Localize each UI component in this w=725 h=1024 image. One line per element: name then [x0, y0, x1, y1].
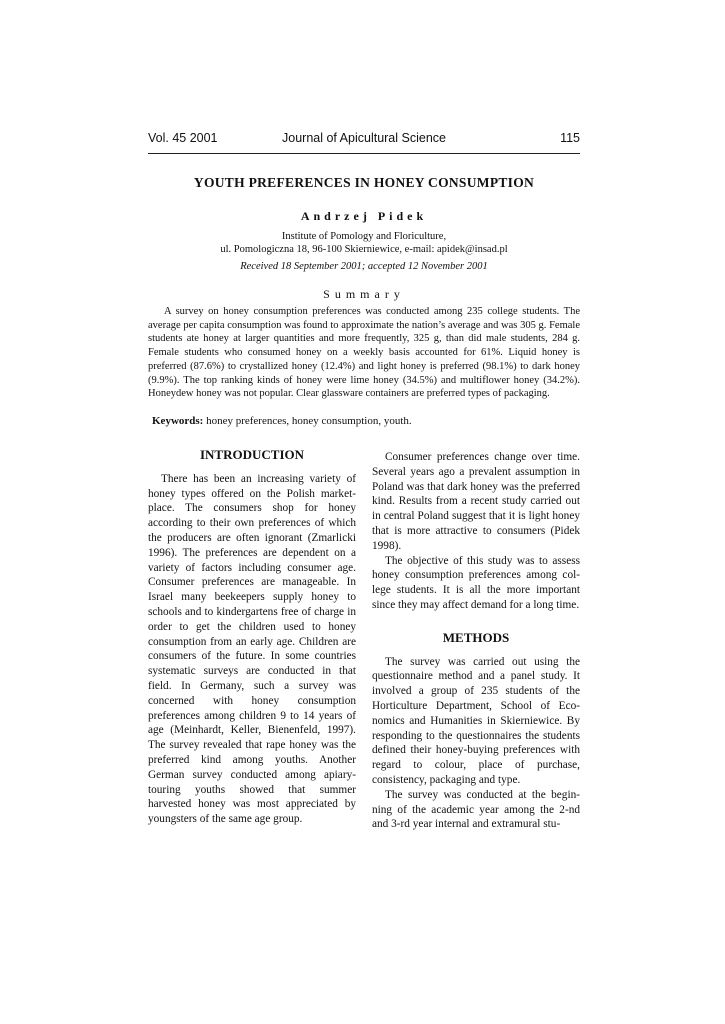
volume-label: Vol. 45 2001: [148, 131, 218, 145]
introduction-paragraph-3: The objective of this study was to assess honey consumption preferences among college students. It is all the more important since they may affect demand for a long time.: [372, 554, 580, 611]
summary-text: A survey on honey consumption preferences was conducted among 235 college students. The average per capita consumption was found to approximate the nation’s average and was 305 g. Female students ate honey at larger quantities and more frequently, 325 g, than did male students, 284 g. Female students who consumed honey on a weekly basis accounted for 61%. Liquid honey is preferred (87.6%) to crystallized honey (12.4%) and light honey is preferred (98.1%) to dark honey (9.9%). The top ranking kinds of honey were lime honey (34.5%) and multiflower honey (34.2%). Honeydew honey was not popular. Clear glassware containers are preferred types of packaging.: [148, 306, 580, 400]
journal-name: Journal of Apicultural Science: [282, 131, 446, 145]
right-column: [372, 450, 580, 832]
affiliation: [148, 230, 580, 256]
affiliation-line-2: ul. Pomologiczna 18, 96-100 Skierniewice, e-mail: apidek@insad.pl: [220, 244, 508, 255]
keywords-label: Keywords:: [152, 415, 204, 427]
introduction-paragraph-2: Consumer preferences change over time. Several years ago a prevalent assumption in Poland was that dark honey was the preferred kind. Results from a recent study carried out in central Poland suggest that it is light honey that is more attractive to consumers (Pidek 1998).: [372, 451, 580, 552]
summary-heading: Summary: [323, 287, 405, 301]
methods-paragraph-1: The survey was carried out using the questionnaire method and a panel study. It involved a group of 235 students of the Horticulture Department, School of Economics and Humanities in Skierniewice. By responding to the questionnaires the students defined their honey-buying preferences with regard to colour, place of purchase, consistency, packaging and type.: [372, 655, 580, 786]
left-column: [148, 448, 356, 827]
article-title: YOUTH PREFERENCES IN HONEY CONSUMPTION: [193, 175, 535, 190]
page-number: 115: [560, 131, 580, 145]
author-name: Andrzej Pidek: [300, 209, 428, 223]
keywords-text: honey preferences, honey consumption, youth.: [203, 415, 412, 427]
introduction-heading: INTRODUCTION: [199, 447, 304, 462]
running-header: [148, 131, 580, 149]
affiliation-line-1: Institute of Pomology and Floriculture,: [281, 231, 447, 242]
methods-heading: METHODS: [442, 629, 510, 645]
introduction-paragraph-1: There has been an increasing variety of honey types offered on the Polish marketplace. The consumers shop for honey according to their own preferences of which the producers are often ignorant (Zmarlicki 1996). The preferences are dependent on a variety of factors including consumer age. Consumer preferences are manageable. In Israel many beekeepers supply honey to schools and to kindergartens free of charge in order to get the children used to honey consumption from an early age. Children are consumers of the future. In some countries systematic surveys are conducted in that field. In Germany, such a survey was concerned with honey consumption preferences among children 9 to 14 years of age (Meinhardt, Keller, Bienenfeld, 1997). The survey revealed that rape honey was the preferred kind among youths. Another German survey conducted among apiary-touring youths showed that summer harvested honey was most appreciated by youngsters of the same age group.: [148, 472, 356, 826]
methods-paragraph-2: The survey was conducted at the beginning of the academic year among the 2-nd and 3-rd year internal and extramural stu-: [372, 788, 580, 831]
header-rule: [148, 153, 580, 154]
keywords: [152, 415, 580, 427]
received-dates: Received 18 September 2001; accepted 12 November 2001: [240, 261, 488, 272]
